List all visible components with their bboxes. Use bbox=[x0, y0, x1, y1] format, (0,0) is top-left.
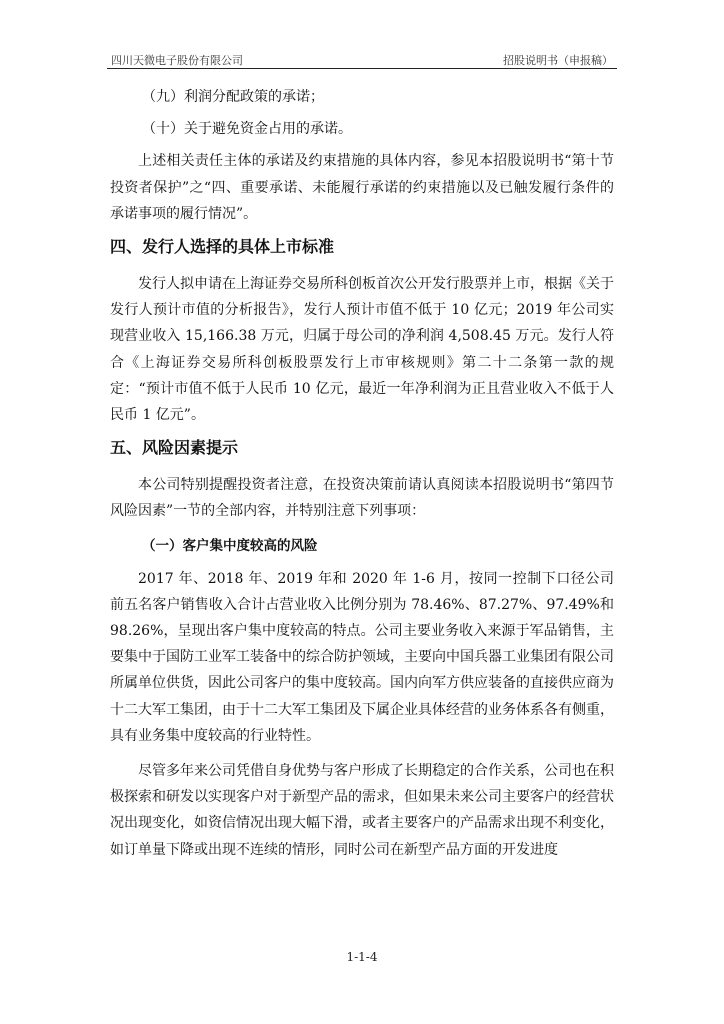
header-document-type: 招股说明书（申报稿） bbox=[503, 54, 613, 67]
section-4-paragraph: 发行人拟申请在上海证券交易所科创板首次公开发行股票并上市，根据《关于发行人预计市值的分析报告》，发行人预计市值不低于 10 亿元；2019 年公司实现营业收入 15,166.38 万元，归属于母公司的净利润 4,508.45 万元。发行人符合《上海证券交易所科创板股票发行上市审核规则》第二十二条第一款的规定：“预计市值不低于人民币 10 亿元，最近一年净利润为正且营业收入不低于人民币 1 亿元”。 bbox=[110, 276, 614, 424]
header-company-name: 四川天微电子股份有限公司 bbox=[111, 54, 243, 67]
section-5-paragraph: 本公司特别提醒投资者注意，在投资决策前请认真阅读本招股说明书“第四节 风险因素”一节的全部内容，并特别注意下列事项： bbox=[110, 477, 614, 520]
page-number: 1-1-4 bbox=[346, 950, 378, 964]
page-header bbox=[107, 48, 617, 69]
commitment-item-9: （九）利润分配政策的承诺； bbox=[142, 89, 324, 105]
page-content bbox=[110, 84, 614, 863]
commitment-reference-paragraph: 上述相关责任主体的承诺及约束措施的具体内容，参见本招股说明书“第十节 投资者保护”之“四、重要承诺、未能履行承诺的约束措施以及已触发履行条件的承诺事项的履行情况”。 bbox=[110, 153, 614, 222]
section-5-heading: 五、风险因素提示 bbox=[110, 438, 239, 458]
commitment-item-10: （十）关于避免资金占用的承诺。 bbox=[142, 121, 352, 138]
risk-1-paragraph-2: 尽管多年来公司凭借自身优势与客户形成了长期稳定的合作关系，公司也在积极探索和研发以实现客户对于新型产品的需求，但如果未来公司主要客户的经营状况出现变化，如资信情况出现大幅下滑，或者主要客户的产品需求出现不利变化，如订单量下降或出现不连续的情形，同时公司在新型产品方面的开发进度 bbox=[110, 763, 614, 858]
section-4-heading: 四、发行人选择的具体上市标准 bbox=[110, 237, 335, 257]
risk-1-heading: （一）客户集中度较高的风险 bbox=[142, 537, 318, 554]
risk-1-paragraph-1: 2017 年、2018 年、2019 年和 2020 年 1-6 月，按同一控制下口径公司前五名客户销售收入合计占营业收入比例分别为 78.46%、87.27%、97.49%和 98.26%，呈现出客户集中度较高的特点。公司主要业务收入来源于军品销售，主要集中于国防工业军工装备中的综合防护领域，主要向中国兵器工业集团有限公司所属单位供货，因此公司客户的集中度较高。国内向军方供应装备的直接供应商为十二大军工集团，由于十二大军工集团及下属企业具体经营的业务体系各有侧重，具有业务集中度较高的行业特性。 bbox=[110, 570, 614, 744]
